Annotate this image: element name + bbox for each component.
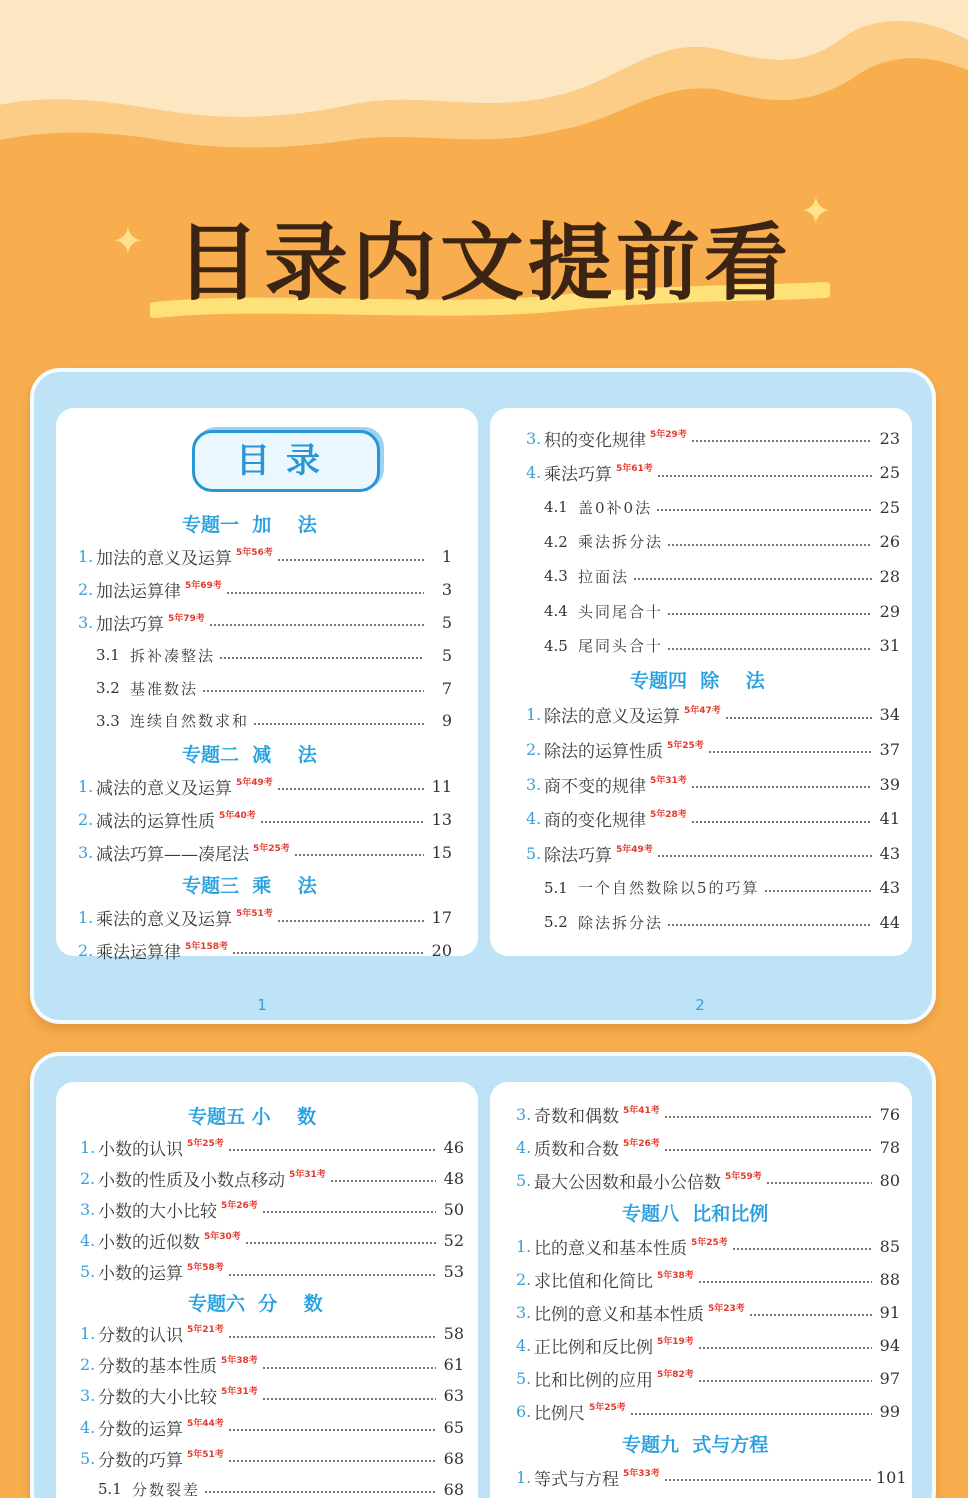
dot-leader xyxy=(262,1367,436,1369)
toc-item-number: 3. xyxy=(78,842,94,862)
toc-item-number: 1. xyxy=(516,1236,532,1256)
toc-item xyxy=(80,1384,464,1408)
frequency-tag: 5年59考 xyxy=(725,1171,762,1182)
toc-item xyxy=(526,461,900,485)
dot-leader xyxy=(262,1211,436,1213)
toc-item-label: 正比例和反比例 xyxy=(534,1337,653,1358)
toc-item-label: 加法的意义及运算 xyxy=(96,549,232,570)
dot-leader xyxy=(667,648,872,650)
dot-leader xyxy=(260,821,424,823)
toc-item-label: 商不变的规律 xyxy=(544,776,646,797)
toc-page-number: 29 xyxy=(879,601,900,621)
toc-item xyxy=(516,1333,900,1357)
toc-item xyxy=(516,1399,900,1423)
toc-banner: 目录 xyxy=(192,430,380,492)
toc-item-number: 4.2 xyxy=(544,532,568,551)
toc-page-number: 65 xyxy=(443,1417,464,1437)
frequency-tag: 5年51考 xyxy=(236,909,273,920)
frequency-tag: 5年38考 xyxy=(657,1270,694,1281)
dot-leader xyxy=(330,1180,436,1182)
toc-subitem xyxy=(544,634,900,658)
toc-item-label: 小数的近似数 xyxy=(98,1232,200,1253)
toc-item xyxy=(78,578,452,602)
toc-item-number: 5. xyxy=(516,1368,532,1388)
toc-item xyxy=(78,938,452,962)
toc-item xyxy=(80,1197,464,1221)
toc-page-number: 78 xyxy=(879,1137,900,1157)
toc-item-label: 减法的意义及运算 xyxy=(96,778,232,799)
toc-item xyxy=(80,1415,464,1439)
dot-leader xyxy=(667,613,872,615)
frequency-tag: 5年40考 xyxy=(219,810,256,821)
toc-item-label: 一个自然数除以5的巧算 xyxy=(578,879,760,898)
toc-item-label: 小数的大小比较 xyxy=(98,1201,217,1222)
dot-leader xyxy=(691,821,872,823)
toc-item xyxy=(516,1267,900,1291)
toc-item-label: 比例的意义和基本性质 xyxy=(534,1304,704,1325)
frequency-tag: 5年79考 xyxy=(168,613,205,624)
dot-leader xyxy=(664,1149,872,1151)
toc-item-number: 5.2 xyxy=(544,913,568,932)
toc-page-left-1 xyxy=(56,408,478,963)
toc-page-right-2 xyxy=(490,1082,912,1498)
toc-item-label: 基准数法 xyxy=(130,679,199,698)
toc-item-number: 4. xyxy=(80,1417,96,1437)
dot-leader xyxy=(698,1380,872,1382)
toc-item-label: 盖0补0法 xyxy=(578,498,653,517)
frequency-tag: 5年25考 xyxy=(187,1138,224,1149)
toc-item-number: 2. xyxy=(78,809,94,829)
dot-leader xyxy=(708,751,872,753)
toc-item xyxy=(516,1234,900,1258)
toc-page-number: 99 xyxy=(879,1401,900,1421)
toc-item-number: 2. xyxy=(516,1269,532,1289)
dot-leader xyxy=(204,1491,436,1493)
frequency-tag: 5年31考 xyxy=(650,775,687,786)
toc-item-label: 头同尾合十 xyxy=(578,602,664,621)
toc-item xyxy=(80,1260,464,1284)
toc-item-label: 连续自然数求和 xyxy=(130,712,250,731)
toc-item-number: 3.3 xyxy=(96,711,120,730)
toc-page-number: 5 xyxy=(441,612,452,632)
toc-item xyxy=(526,807,900,831)
toc-item-label: 加法巧算 xyxy=(96,614,164,635)
toc-item-number: 1. xyxy=(526,705,542,725)
frequency-tag: 5年28考 xyxy=(650,810,687,821)
toc-page-number: 63 xyxy=(443,1386,464,1406)
frequency-tag: 5年26考 xyxy=(623,1138,660,1149)
toc-item-label: 小数的运算 xyxy=(98,1264,183,1284)
frequency-tag: 5年21考 xyxy=(187,1325,224,1336)
toc-item xyxy=(78,840,452,864)
toc-spread-1 xyxy=(30,368,936,1024)
toc-item-label: 商的变化规律 xyxy=(544,811,646,832)
frequency-tag: 5年158考 xyxy=(185,941,229,952)
toc-item-number: 4.4 xyxy=(544,602,568,620)
dot-leader xyxy=(633,578,872,580)
section-heading: 专题一 加 法 xyxy=(182,514,317,536)
toc-item-label: 拆补凑整法 xyxy=(130,646,216,665)
dot-leader xyxy=(657,855,872,857)
dot-leader xyxy=(657,475,872,477)
toc-item xyxy=(78,774,452,798)
toc-item-number: 5. xyxy=(80,1448,96,1468)
toc-item-number: 3.1 xyxy=(96,646,120,665)
toc-item xyxy=(516,1135,900,1159)
dot-leader xyxy=(294,854,424,856)
frequency-tag: 5年25考 xyxy=(253,843,290,854)
toc-page-number: 58 xyxy=(443,1324,464,1344)
section-heading: 专题五 小 数 xyxy=(188,1106,317,1128)
toc-page-number: 34 xyxy=(879,705,900,725)
toc-page-number: 17 xyxy=(431,908,452,928)
toc-subitem xyxy=(544,530,900,554)
toc-page-number: 94 xyxy=(879,1335,900,1355)
toc-item xyxy=(516,1300,900,1324)
toc-page-number: 25 xyxy=(879,497,900,517)
frequency-tag: 5年47考 xyxy=(684,706,721,717)
toc-item xyxy=(78,807,452,831)
toc-page-number: 61 xyxy=(443,1355,464,1375)
toc-subitem xyxy=(96,709,452,733)
toc-item-label: 小数的性质及小数点移动 xyxy=(98,1170,285,1191)
toc-page-number: 11 xyxy=(431,776,452,796)
toc-page-number: 15 xyxy=(431,842,452,862)
dot-leader xyxy=(277,559,424,561)
toc-item-label: 分数的认识 xyxy=(98,1326,183,1347)
toc-page-number: 76 xyxy=(879,1104,900,1124)
toc-item-number: 5.1 xyxy=(98,1480,122,1498)
frequency-tag: 5年38考 xyxy=(221,1356,258,1367)
toc-page-number: 13 xyxy=(431,809,452,829)
toc-item xyxy=(78,906,452,930)
toc-item-number: 1. xyxy=(78,547,94,567)
toc-item xyxy=(516,1102,900,1126)
toc-item xyxy=(78,610,452,634)
page-headline: 目录内文提前看 xyxy=(175,214,792,312)
toc-item-number: 3. xyxy=(526,774,542,794)
toc-item-label: 等式与方程 xyxy=(534,1469,619,1490)
toc-page-number: 43 xyxy=(879,843,900,863)
toc-item xyxy=(526,703,900,727)
toc-item-label: 乘法的意义及运算 xyxy=(96,910,232,931)
dot-leader xyxy=(228,1149,436,1151)
dot-leader xyxy=(764,890,872,892)
toc-page-number: 37 xyxy=(879,739,900,759)
toc-item-label: 奇数和偶数 xyxy=(534,1106,619,1127)
dot-leader xyxy=(209,624,424,626)
page-number-right: 2 xyxy=(695,996,705,1014)
page-number-left: 1 xyxy=(257,996,267,1014)
dot-leader xyxy=(698,1347,872,1349)
toc-item-number: 4. xyxy=(80,1230,96,1250)
toc-page-number: 101 xyxy=(876,1467,907,1487)
toc-item-number: 4. xyxy=(516,1137,532,1157)
dot-leader xyxy=(667,924,872,926)
dot-leader xyxy=(219,657,424,659)
toc-page-number: 43 xyxy=(879,878,900,898)
toc-item-number: 2. xyxy=(80,1355,96,1375)
toc-item xyxy=(80,1322,464,1346)
dot-leader xyxy=(228,1460,436,1462)
frequency-tag: 5年58考 xyxy=(187,1263,224,1273)
toc-item-label: 加法运算律 xyxy=(96,582,181,603)
toc-subitem xyxy=(98,1477,464,1498)
dot-leader xyxy=(749,1314,872,1316)
toc-page-number: 50 xyxy=(443,1199,464,1219)
dot-leader xyxy=(228,1336,436,1338)
toc-item-number: 3. xyxy=(80,1199,96,1219)
toc-item-number: 1. xyxy=(78,908,94,928)
toc-item-label: 分数的巧算 xyxy=(98,1450,183,1471)
frequency-tag: 5年25考 xyxy=(589,1402,626,1413)
frequency-tag: 5年26考 xyxy=(221,1200,258,1211)
toc-item-number: 2. xyxy=(78,580,94,600)
toc-page-number: 23 xyxy=(879,428,900,448)
toc-item-label: 比的意义和基本性质 xyxy=(534,1238,687,1259)
frequency-tag: 5年25考 xyxy=(691,1237,728,1248)
toc-item-label: 乘法运算律 xyxy=(96,942,181,963)
toc-item-number: 4. xyxy=(526,809,542,829)
frequency-tag: 5年51考 xyxy=(187,1449,224,1460)
toc-item-label: 最大公因数和最小公倍数 xyxy=(534,1172,721,1193)
toc-item-label: 除法的意义及运算 xyxy=(544,707,680,728)
toc-item xyxy=(80,1353,464,1377)
toc-item-label: 分数的基本性质 xyxy=(98,1357,217,1378)
toc-subitem xyxy=(544,910,900,934)
toc-subitem xyxy=(544,495,900,519)
toc-item xyxy=(80,1166,464,1190)
toc-item-number: 1. xyxy=(78,776,94,796)
section-heading: 专题四 除 法 xyxy=(630,670,765,693)
toc-subitem xyxy=(544,564,900,588)
toc-item-number: 3. xyxy=(526,428,542,448)
toc-item-number: 1. xyxy=(80,1137,96,1157)
toc-item-label: 乘法巧算 xyxy=(544,465,612,486)
toc-page-number: 3 xyxy=(441,580,452,600)
toc-item-number: 4.3 xyxy=(544,567,568,586)
toc-item xyxy=(516,1465,907,1490)
toc-page-number: 20 xyxy=(431,940,452,960)
toc-item-label: 质数和合数 xyxy=(534,1139,619,1160)
toc-item-label: 除法巧算 xyxy=(544,845,612,866)
sparkle-left-icon: ✦ xyxy=(112,219,144,263)
dot-leader xyxy=(228,1429,436,1431)
section-heading: 专题三 乘 法 xyxy=(182,874,317,897)
section-heading: 专题六 分 数 xyxy=(188,1292,323,1315)
dot-leader xyxy=(630,1413,872,1415)
toc-item xyxy=(516,1366,900,1390)
toc-page-number: 68 xyxy=(443,1479,464,1498)
toc-page-number: 48 xyxy=(443,1168,464,1188)
toc-page-number: 88 xyxy=(879,1269,900,1289)
toc-page-number: 31 xyxy=(879,636,900,656)
frequency-tag: 5年69考 xyxy=(185,581,222,592)
toc-item-number: 3. xyxy=(516,1104,532,1124)
toc-item xyxy=(526,737,900,761)
toc-item xyxy=(516,1168,900,1192)
toc-subitem xyxy=(544,876,900,900)
toc-item-label: 分数的运算 xyxy=(98,1419,183,1440)
section-heading: 专题九 式与方程 xyxy=(622,1434,769,1456)
frequency-tag: 5年25考 xyxy=(667,740,704,751)
dot-leader xyxy=(691,440,872,442)
toc-item-label: 尾同头合十 xyxy=(578,637,664,656)
toc-page-number: 7 xyxy=(441,678,452,698)
dot-leader xyxy=(232,952,424,954)
toc-item-label: 积的变化规律 xyxy=(544,430,646,451)
dot-leader xyxy=(277,920,424,922)
toc-page-left-2 xyxy=(56,1082,478,1498)
frequency-tag: 5年82考 xyxy=(657,1369,694,1380)
toc-item-number: 4.1 xyxy=(544,498,568,517)
toc-item-label: 减法的运算性质 xyxy=(96,811,215,832)
frequency-tag: 5年31考 xyxy=(221,1387,258,1398)
toc-item-label: 拉面法 xyxy=(578,567,630,586)
frequency-tag: 5年61考 xyxy=(616,464,653,475)
frequency-tag: 5年41考 xyxy=(623,1105,660,1116)
dot-leader xyxy=(226,592,424,594)
frequency-tag: 5年30考 xyxy=(204,1231,241,1242)
dot-leader xyxy=(228,1274,436,1276)
toc-item-number: 2. xyxy=(78,940,94,960)
toc-page-number: 53 xyxy=(443,1262,464,1281)
toc-page-number: 9 xyxy=(441,711,452,731)
dot-leader xyxy=(664,1479,872,1481)
toc-subitem xyxy=(96,643,452,667)
toc-item xyxy=(80,1135,464,1159)
toc-item xyxy=(526,772,900,796)
toc-page-number: 46 xyxy=(443,1137,464,1157)
toc-spread-2 xyxy=(30,1052,936,1498)
toc-item xyxy=(78,545,452,569)
frequency-tag: 5年49考 xyxy=(616,844,653,855)
sparkle-right-icon: ✦ xyxy=(800,189,832,233)
toc-item-label: 求比值和化简比 xyxy=(534,1271,653,1292)
toc-item-number: 3. xyxy=(80,1386,96,1406)
toc-item-number: 3. xyxy=(78,612,94,632)
toc-page-number: 91 xyxy=(879,1302,900,1322)
frequency-tag: 5年19考 xyxy=(657,1336,694,1347)
toc-subitem xyxy=(544,599,900,623)
toc-item-number: 1. xyxy=(80,1324,96,1344)
toc-item-label: 比和比例的应用 xyxy=(534,1370,653,1391)
dot-leader xyxy=(691,786,872,788)
toc-page-number: 39 xyxy=(879,774,900,794)
frequency-tag: 5年49考 xyxy=(236,777,273,788)
toc-item-number: 1. xyxy=(516,1467,532,1487)
frequency-tag: 5年33考 xyxy=(623,1468,660,1479)
toc-page-number: 44 xyxy=(879,912,900,932)
toc-page-number: 5 xyxy=(441,645,452,665)
toc-item-number: 5. xyxy=(526,843,542,863)
dot-leader xyxy=(656,509,872,511)
toc-item xyxy=(526,426,900,450)
dot-leader xyxy=(725,717,872,719)
dot-leader xyxy=(245,1242,436,1244)
frequency-tag: 5年29考 xyxy=(650,429,687,440)
toc-item-number: 4. xyxy=(516,1335,532,1355)
toc-page-number: 25 xyxy=(879,463,900,483)
frequency-tag: 5年56考 xyxy=(236,548,273,559)
toc-item-number: 6. xyxy=(516,1401,532,1421)
toc-item-label: 减法巧算——凑尾法 xyxy=(96,844,249,865)
toc-page-number: 80 xyxy=(879,1170,900,1190)
dot-leader xyxy=(262,1398,436,1400)
dot-leader xyxy=(732,1248,872,1250)
toc-page-number: 28 xyxy=(879,566,900,586)
toc-item-number: 4.5 xyxy=(544,636,568,655)
dot-leader xyxy=(277,788,424,790)
toc-item-number: 5. xyxy=(516,1170,532,1190)
section-heading: 专题八 比和比例 xyxy=(622,1203,769,1225)
toc-item-label: 除法拆分法 xyxy=(578,913,664,932)
toc-page-number: 85 xyxy=(879,1236,900,1256)
toc-item-label: 分数的大小比较 xyxy=(98,1388,217,1409)
toc-item-label: 分数裂差 xyxy=(132,1480,201,1498)
toc-page-number: 41 xyxy=(879,809,900,829)
toc-page-right-1 xyxy=(490,408,912,956)
dot-leader xyxy=(253,723,424,725)
toc-page-number: 97 xyxy=(879,1368,900,1388)
toc-item xyxy=(80,1228,464,1252)
toc-page-number: 26 xyxy=(879,532,900,552)
toc-item-number: 2. xyxy=(526,739,542,759)
toc-item xyxy=(80,1446,464,1470)
toc-item-number: 5. xyxy=(80,1262,96,1281)
toc-item-number: 4. xyxy=(526,463,542,483)
toc-item-number: 5.1 xyxy=(544,878,568,897)
frequency-tag: 5年23考 xyxy=(708,1303,745,1314)
toc-page-number: 52 xyxy=(443,1230,464,1250)
toc-subitem xyxy=(96,676,452,700)
toc-item-label: 乘法拆分法 xyxy=(578,533,664,552)
toc-item-number: 3.2 xyxy=(96,679,120,697)
toc-item-number: 3. xyxy=(516,1302,532,1322)
toc-item-label: 比例尺 xyxy=(534,1403,585,1424)
toc-item xyxy=(526,841,900,865)
toc-page-number: 1 xyxy=(441,547,452,567)
toc-page-number: 68 xyxy=(443,1448,464,1468)
frequency-tag: 5年44考 xyxy=(187,1418,224,1429)
toc-item-label: 除法的运算性质 xyxy=(544,741,663,762)
dot-leader xyxy=(664,1116,872,1118)
dot-leader xyxy=(202,690,424,692)
dot-leader xyxy=(698,1281,872,1283)
toc-item-label: 小数的认识 xyxy=(98,1139,183,1160)
dot-leader xyxy=(766,1182,872,1184)
frequency-tag: 5年31考 xyxy=(289,1169,326,1180)
section-heading: 专题二 减 法 xyxy=(182,743,317,766)
toc-item-number: 2. xyxy=(80,1168,96,1188)
dot-leader xyxy=(667,544,872,546)
